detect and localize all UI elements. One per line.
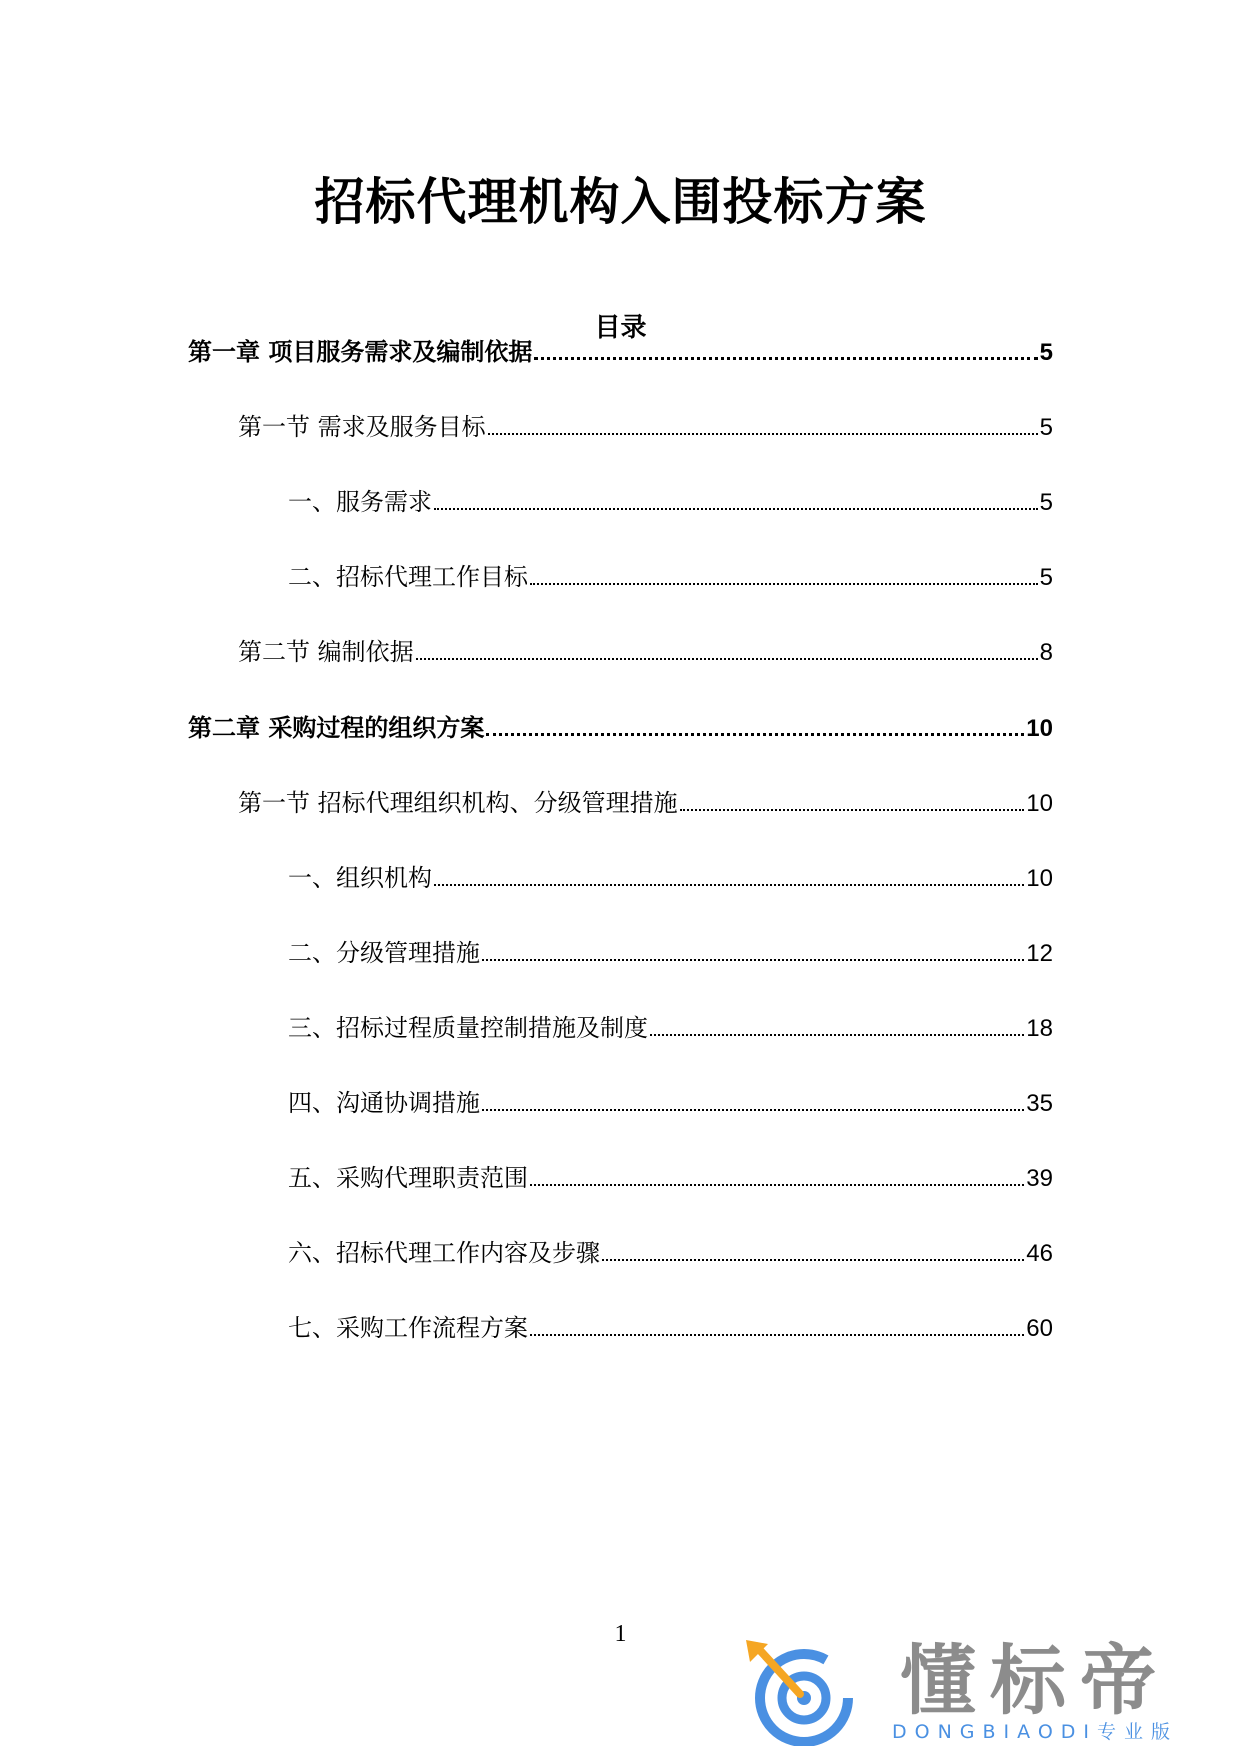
toc-entry[interactable]	[188, 711, 1053, 745]
toc-leader-dots	[482, 958, 1024, 961]
toc-entry[interactable]	[288, 1236, 1053, 1270]
toc-entry-page: 5	[1039, 489, 1053, 516]
toc-leader-dots	[416, 657, 1038, 660]
toc-entry[interactable]	[288, 1161, 1053, 1195]
toc-entry[interactable]	[288, 1011, 1053, 1045]
toc-entry-text: 第一节 招标代理组织机构、分级管理措施	[238, 789, 678, 817]
toc-leader-dots	[486, 732, 1024, 736]
toc-entry-page: 5	[1039, 339, 1053, 366]
toc-entry-page: 5	[1039, 564, 1053, 591]
toc-entry-text: 第一章 项目服务需求及编制依据	[188, 338, 533, 366]
toc-leader-dots	[530, 1333, 1024, 1336]
toc-leader-dots	[602, 1258, 1024, 1261]
toc-entry[interactable]	[188, 335, 1053, 369]
toc-leader-dots	[488, 432, 1038, 435]
toc-entry[interactable]	[238, 635, 1053, 669]
toc-entry[interactable]	[238, 786, 1053, 820]
toc-entry[interactable]	[288, 485, 1053, 519]
toc-entry-page: 5	[1039, 414, 1053, 441]
document-title: 招标代理机构入围投标方案	[314, 173, 927, 231]
toc-entry-text: 六、招标代理工作内容及步骤	[288, 1239, 600, 1267]
toc-entry[interactable]	[288, 1311, 1053, 1345]
watermark-subtitle: DONGBIAODI专业版	[892, 1721, 1179, 1743]
toc-entry-text: 第二节 编制依据	[238, 638, 414, 666]
toc-entry-text: 二、招标代理工作目标	[288, 563, 528, 591]
watermark-brand: 懂标帝	[900, 1636, 1170, 1725]
toc-leader-dots	[434, 883, 1024, 886]
toc-entry[interactable]	[288, 1086, 1053, 1120]
toc-entry-page: 8	[1039, 639, 1053, 666]
target-logo-icon	[742, 1636, 872, 1746]
toc-leader-dots	[650, 1033, 1024, 1036]
toc-entry[interactable]	[288, 560, 1053, 594]
toc-entry-text: 五、采购代理职责范围	[288, 1164, 528, 1192]
toc-leader-dots	[530, 582, 1038, 585]
toc-entry[interactable]	[238, 410, 1053, 444]
toc-entry-page: 46	[1026, 1240, 1053, 1267]
toc-leader-dots	[434, 507, 1038, 510]
toc-entry-text: 二、分级管理措施	[288, 939, 480, 967]
watermark	[742, 1636, 1222, 1746]
toc-leader-dots	[534, 356, 1037, 360]
toc-entry-page: 12	[1026, 940, 1053, 967]
toc-entry-page: 10	[1026, 715, 1053, 742]
toc-leader-dots	[530, 1183, 1024, 1186]
toc-entry[interactable]	[288, 861, 1053, 895]
toc-leader-dots	[680, 808, 1025, 811]
toc-entry-page: 18	[1026, 1015, 1053, 1042]
toc-entry-text: 三、招标过程质量控制措施及制度	[288, 1014, 648, 1042]
toc-entry-page: 10	[1026, 865, 1053, 892]
toc-entry-page: 39	[1026, 1165, 1053, 1192]
toc-entry[interactable]	[288, 936, 1053, 970]
page-number: 1	[614, 1621, 627, 1647]
toc-entry-page: 35	[1026, 1090, 1053, 1117]
toc-entry-page: 10	[1026, 790, 1053, 817]
toc-entry-text: 七、采购工作流程方案	[288, 1314, 528, 1342]
toc-entry-text: 一、服务需求	[288, 488, 432, 516]
toc-entry-text: 一、组织机构	[288, 864, 432, 892]
toc-entry-page: 60	[1026, 1315, 1053, 1342]
toc-entry-text: 第二章 采购过程的组织方案	[188, 714, 485, 742]
toc-entry-text: 四、沟通协调措施	[288, 1089, 480, 1117]
toc-heading: 目录	[594, 313, 647, 343]
toc-entry-text: 第一节 需求及服务目标	[238, 413, 486, 441]
toc-leader-dots	[482, 1108, 1024, 1111]
